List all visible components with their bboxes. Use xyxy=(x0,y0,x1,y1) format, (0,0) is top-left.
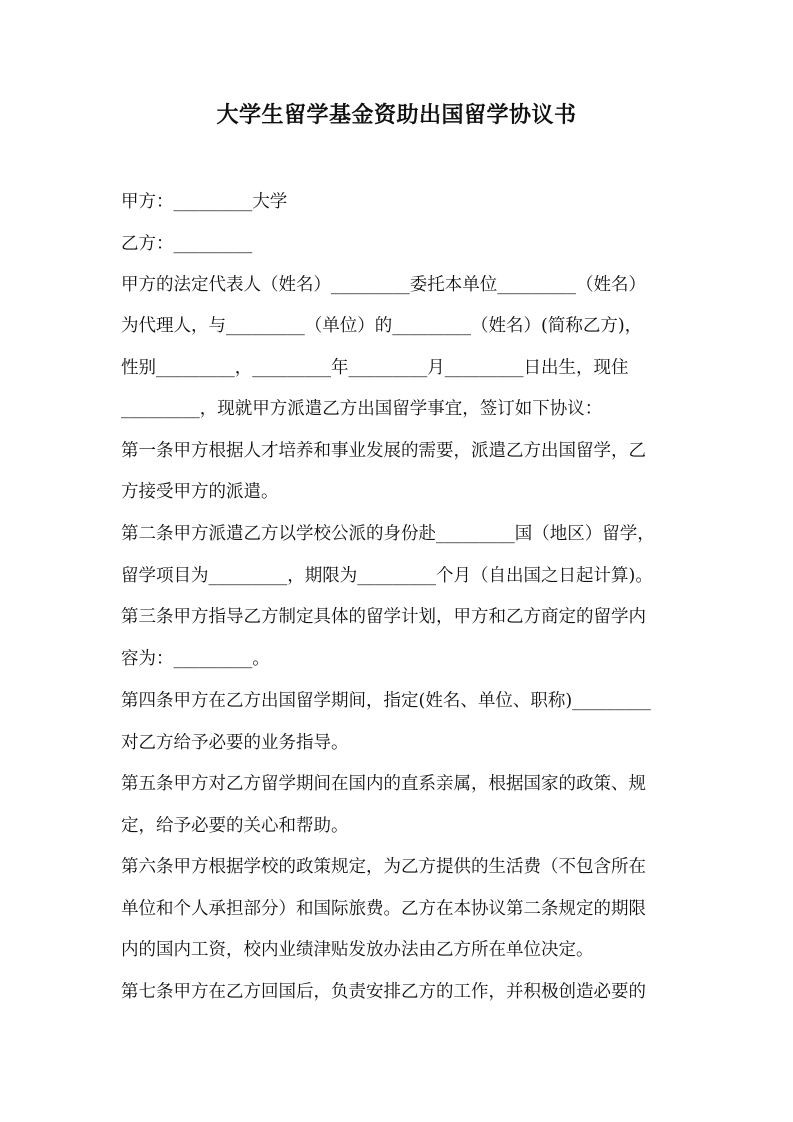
article-5-line: 第五条甲方对乙方留学期间在国内的直系亲属，根据国家的政策、规 xyxy=(121,774,646,794)
article-1-line: 第一条甲方根据人才培养和事业发展的需要，派遣乙方出国留学，乙 xyxy=(121,441,646,461)
article-5-line: 定，给予必要的关心和帮助。 xyxy=(121,816,349,836)
article-2-line: 留学项目为_________，期限为_________个月（自出国之日起计算)。 xyxy=(121,566,653,586)
article-6-line: 单位和个人承担部分）和国际旅费。乙方在本协议第二条规定的期限 xyxy=(121,899,646,919)
party-a-line: 甲方：_________大学 xyxy=(121,192,288,212)
document-title: 大学生留学基金资助出国留学协议书 xyxy=(216,102,577,128)
party-b-line: 乙方：_________ xyxy=(121,234,253,254)
article-6-line: 第六条甲方根据学校的政策规定，为乙方提供的生活费（不包含所在 xyxy=(121,857,646,877)
paragraph-line: _________，现就甲方派遣乙方出国留学事宜，签订如下协议： xyxy=(121,399,603,419)
article-7-line: 第七条甲方在乙方回国后，负责安排乙方的工作，并积极创造必要的 xyxy=(121,982,646,1002)
paragraph-line: 甲方的法定代表人（姓名）_________委托本单位_________（姓名） xyxy=(121,275,646,295)
article-2-line: 第二条甲方派遣乙方以学校公派的身份赴_________国（地区）留学， xyxy=(121,524,655,544)
article-1-line: 方接受甲方的派遣。 xyxy=(121,482,279,502)
article-4-line: 第四条甲方在乙方出国留学期间，指定(姓名、单位、职称)_________ xyxy=(121,691,651,711)
article-3-line: 第三条甲方指导乙方制定具体的留学计划，甲方和乙方商定的留学内 xyxy=(121,607,646,627)
paragraph-line: 性别_________，_________年_________月_________日出生，现住 xyxy=(121,358,629,378)
article-4-line: 对乙方给予必要的业务指导。 xyxy=(121,733,349,753)
article-6-line: 内的国内工资，校内业绩津贴发放办法由乙方所在单位决定。 xyxy=(121,940,594,960)
paragraph-line: 为代理人，与_________（单位）的_________（姓名）(简称乙方)， xyxy=(121,316,643,336)
article-3-line: 容为：_________。 xyxy=(121,649,270,669)
